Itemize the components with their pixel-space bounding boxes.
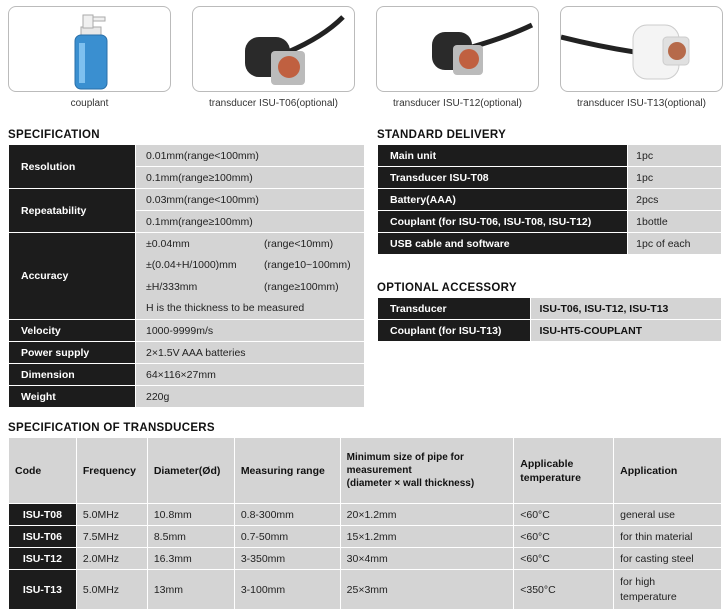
repeatability-value-2: 0.1mm(range≥100mm)	[136, 211, 365, 233]
transducer-t13-photo	[560, 6, 723, 92]
row-frequency: 5.0MHz	[76, 504, 147, 526]
couplant-photo	[8, 6, 171, 92]
row-application: for thin material	[614, 526, 722, 548]
header-min-l2: measurement	[346, 465, 412, 476]
header-frequency: Frequency	[76, 438, 147, 504]
delivery-qty: 2pcs	[628, 189, 722, 211]
velocity-label: Velocity	[9, 320, 136, 342]
delivery-item: Transducer ISU-T08	[378, 167, 628, 189]
optional-item: Couplant (for ISU-T13)	[378, 320, 531, 342]
specification-title: SPECIFICATION	[8, 129, 100, 141]
dimension-value: 64×116×27mm	[136, 364, 365, 386]
optional-value: ISU-T06, ISU-T12, ISU-T13	[531, 298, 722, 320]
dimension-label: Dimension	[9, 364, 136, 386]
row-min-size: 20×1.2mm	[340, 504, 514, 526]
accuracy-r3b: (range≥100mm)	[264, 280, 339, 293]
row-diameter: 8.5mm	[147, 526, 234, 548]
header-min-l3: (diameter × wall thickness)	[346, 478, 475, 489]
delivery-title: STANDARD DELIVERY	[377, 129, 507, 141]
delivery-qty: 1pc	[628, 145, 722, 167]
accuracy-label: Accuracy	[9, 233, 136, 320]
row-diameter: 16.3mm	[147, 548, 234, 570]
row-code: ISU-T13	[9, 570, 77, 610]
delivery-item: USB cable and software	[378, 233, 628, 255]
row-application: for casting steel	[614, 548, 722, 570]
row-range: 3-350mm	[234, 548, 340, 570]
row-range: 0.7-50mm	[234, 526, 340, 548]
row-frequency: 7.5MHz	[76, 526, 147, 548]
repeatability-label: Repeatability	[9, 189, 136, 233]
specification-table	[8, 144, 365, 408]
header-temp-l2: temperature	[520, 471, 581, 484]
resolution-value-2: 0.1mm(range≥100mm)	[136, 167, 365, 189]
row-application	[614, 570, 722, 610]
row-temperature: <60°C	[514, 548, 614, 570]
row-diameter: 10.8mm	[147, 504, 234, 526]
caption-couplant: couplant	[70, 98, 109, 109]
delivery-qty: 1pc of each	[628, 233, 722, 255]
header-code: Code	[9, 438, 77, 504]
row-application: general use	[614, 504, 722, 526]
row-min-size: 25×3mm	[340, 570, 514, 610]
delivery-qty: 1bottle	[628, 211, 722, 233]
header-min-size	[340, 438, 514, 504]
delivery-item: Main unit	[378, 145, 628, 167]
optional-item: Transducer	[378, 298, 531, 320]
accuracy-r1b: (range<10mm)	[264, 237, 334, 250]
row-code: ISU-T12	[9, 548, 77, 570]
header-diameter: Diameter(Ød)	[147, 438, 234, 504]
row-application-l1: for high	[620, 575, 656, 588]
row-temperature: <60°C	[514, 526, 614, 548]
optional-title: OPTIONAL ACCESSORY	[377, 282, 517, 294]
transducers-title: SPECIFICATION OF TRANSDUCERS	[8, 422, 215, 434]
transducers-table	[8, 437, 722, 610]
row-temperature: <350°C	[514, 570, 614, 610]
header-range: Measuring range	[234, 438, 340, 504]
resolution-value-1: 0.01mm(range<100mm)	[136, 145, 365, 167]
delivery-table	[377, 144, 722, 255]
caption-t13: transducer ISU-T13(optional)	[577, 98, 706, 109]
accuracy-note: H is the thickness to be measured	[146, 302, 305, 315]
row-frequency: 5.0MHz	[76, 570, 147, 610]
row-temperature: <60°C	[514, 504, 614, 526]
optional-table	[377, 297, 722, 342]
accuracy-values	[136, 233, 365, 320]
resolution-label: Resolution	[9, 145, 136, 189]
accuracy-r2b: (range10~100mm)	[264, 259, 351, 272]
row-diameter: 13mm	[147, 570, 234, 610]
row-min-size: 15×1.2mm	[340, 526, 514, 548]
weight-value: 220g	[136, 386, 365, 408]
weight-label: Weight	[9, 386, 136, 408]
repeatability-value-1: 0.03mm(range<100mm)	[136, 189, 365, 211]
delivery-qty: 1pc	[628, 167, 722, 189]
velocity-value: 1000-9999m/s	[136, 320, 365, 342]
accuracy-r1a: ±0.04mm	[146, 237, 190, 250]
row-code: ISU-T08	[9, 504, 77, 526]
caption-t12: transducer ISU-T12(optional)	[393, 98, 522, 109]
header-min-l1: Minimum size of pipe for	[346, 452, 464, 463]
transducer-t12-photo	[376, 6, 539, 92]
row-range: 3-100mm	[234, 570, 340, 610]
optional-value: ISU-HT5-COUPLANT	[531, 320, 722, 342]
row-application-l2: temperature	[620, 590, 677, 603]
row-code: ISU-T06	[9, 526, 77, 548]
header-application: Application	[614, 438, 722, 504]
header-temperature	[514, 438, 614, 504]
header-temp-l1: Applicable	[520, 457, 574, 470]
accuracy-r3a: ±H/333mm	[146, 280, 198, 293]
caption-t06: transducer ISU-T06(optional)	[209, 98, 338, 109]
power-value: 2×1.5V AAA batteries	[136, 342, 365, 364]
row-range: 0.8-300mm	[234, 504, 340, 526]
accuracy-r2a: ±(0.04+H/1000)mm	[146, 259, 237, 272]
delivery-item: Couplant (for ISU-T06, ISU-T08, ISU-T12)	[378, 211, 628, 233]
row-min-size: 30×4mm	[340, 548, 514, 570]
row-frequency: 2.0MHz	[76, 548, 147, 570]
delivery-item: Battery(AAA)	[378, 189, 628, 211]
power-label: Power supply	[9, 342, 136, 364]
transducer-t06-photo	[192, 6, 355, 92]
